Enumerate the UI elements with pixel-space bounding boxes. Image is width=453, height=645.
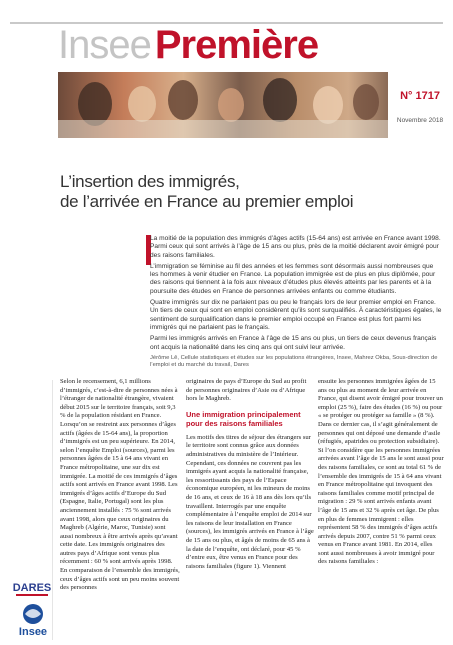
publication-masthead: [58, 22, 318, 68]
insee-logo-text: Insee: [18, 626, 48, 638]
body-paragraph: Les motifs des titres de séjour des étrangers sur le territoire sont connus grâce aux données administratives du ministère de l’Intérieur. Cependant, ces données ne couvrent pas les immigrés ayant acquis la nationalité française, les ressortissants des pays de l’Espace économique européen, ni les mineurs de moins de 16 ans, et ceux de 16 à 18 ans dès lors qu’ils travaillent. Interrogés par une enquête complémentaire à l’enquête emploi de 2014 sur les raisons de leur installation en France (sources), les immigrés arrivés en France à l’âge de 15 ans ou plus, et âgés de moins de 65 ans à la date de l’enquête, ont déclaré, pour 45 % d’entre eux, être venus en France pour des raisons familiales (figure 1). Viennent: [186, 433, 314, 570]
body-column-3: [318, 378, 444, 567]
title-line-1: L’insertion des immigrés,: [60, 172, 240, 191]
body-column-1: [60, 378, 180, 593]
title-line-2: de l’arrivée en France au premier emploi: [60, 192, 354, 211]
dares-logo: [12, 575, 52, 601]
insee-logo: [12, 602, 54, 640]
issue-number: N° 1717: [400, 90, 440, 102]
intro-paragraph-4: Parmi les immigrés arrivés en France à l’âge de 15 ans ou plus, un tiers de ceux devenus français ont acquis la nationalité dans les cinq ans qui ont suivi leur arrivée.: [150, 335, 437, 351]
margin-divider: [52, 380, 53, 640]
body-paragraph: ensuite les personnes immigrées âgées de 15 ans ou plus au moment de leur arrivée en France, qui disent avoir émigré pour trouver un emploi (25 %), faire des études (16 %) ou pour « se protéger ou protéger sa famille » (8 %). Dans ce dernier cas, il s’agit généralement de personnes qui ont déposé une demande d’asile (réfugiés, apatrides ou protection subsidiaire). Si l’on considère que les personnes immigrées arrivées avant l’âge de 15 ans le sont aussi pour des raisons familiales, ce sont au total 61 % de l’ensemble des immigrés de 15 à 64 ans vivant en France métropolitaine qui invoquent des raisons familiales comme motif principal de migration : 29 % sont arrivés enfants avant l’âge de 15 ans et 32 % après cet âge. De plus en plus de femmes immigrent : elles représentent 58 % des immigrés d’âges actifs arrivés depuis 2007, contre 51 % parmi ceux venus en France avant 1981. En 2014, elles sont aussi nombreuses à avoir immigré pour des raisons familiales :: [318, 378, 444, 566]
cover-photo: [58, 72, 388, 138]
article-title: [60, 172, 440, 212]
issue-date: Novembre 2018: [396, 117, 444, 124]
masthead-insee: Insee: [58, 23, 151, 67]
intro-summary: [150, 235, 442, 355]
section-subheading: Une immigration principalement pour des raisons familiales: [186, 409, 301, 428]
dares-logo-text: DARES: [12, 582, 52, 594]
masthead-premiere: Première: [154, 23, 319, 67]
authors-line: Jérôme Lê, Cellule statistiques et études sur les populations étrangères, Insee, Mahrez Okba, Sous-direction de l’emploi et du marché du travail, Dares: [150, 355, 438, 369]
body-paragraph: originaires de pays d’Europe du Sud au profit de personnes originaires d’Asie ou d’Afrique hors le Maghreb.: [186, 378, 307, 403]
body-paragraph: Selon le recensement, 6,1 millions d’immigrés, c’est-à-dire de personnes nées à l’étranger de nationalité étrangère, vivaient début 2015 sur le territoire français, soit 9,3 % de la population résidant en France. Lorsqu’on se restreint aux personnes d’âges actifs (âgées de 15-64 ans), la proportion d’immigrés est un peu supérieure. En 2014, selon l’enquête Emploi (sources), parmi les personnes âgées de 15 à 64 ans vivant en France métropolitaine, une sur dix est immigrée. La moitié de ces immigrés d’âges actifs sont arrivés en France avant 1998. Les immigrés d’âges actifs d’Europe du Sud (Espagne, Italie, Portugal) sont les plus anciennement installés : 75 % sont arrivés avant 1998, alors que ceux originaires du Maghreb (Algérie, Maroc, Tunisie) sont aussi nombreux à être arrivés après qu’avant cette date. Les immigrés originaires des autres pays d’Afrique sont venus plus récemment : 60 % sont arrivés après 1998. En comparaison de l’ensemble des immigrés, ceux d’âges actifs sont un peu moins souvent des personnes: [60, 378, 180, 592]
intro-paragraph-2: L’immigration se féminise au fil des années et les femmes sont désormais aussi nombreuses que les hommes à venir étudier en France. La population immigrée est de plus en plus diplômée, pour des raisons qui tiennent à la fois aux niveaux d’études plus élevés atteints par les parents et à la poursuite des études en France de personnes arrivées enfants ou comme étudiants.: [150, 262, 436, 295]
intro-paragraph-3: Quatre immigrés sur dix ne parlaient pas ou peu le français lors de leur premier emploi en France. Un tiers de ceux qui sont en emploi considèrent qu’ils sont surqualifiés. À caractéristiques égales, le sentiment de surqualification dans le premier emploi occupé en France est plus fort parmi les immigrés qui ne parlaient pas le français.: [150, 299, 442, 331]
body-column-2: [186, 378, 314, 571]
intro-paragraph-1: La moitié de la population des immigrés d’âges actifs (15-64 ans) est arrivée en France avant 1998. Parmi ceux qui sont arrivés à l’âge de 15 ans ou plus, près de la moitié déclarent avoir émigré pour des raisons familiales.: [150, 235, 441, 259]
